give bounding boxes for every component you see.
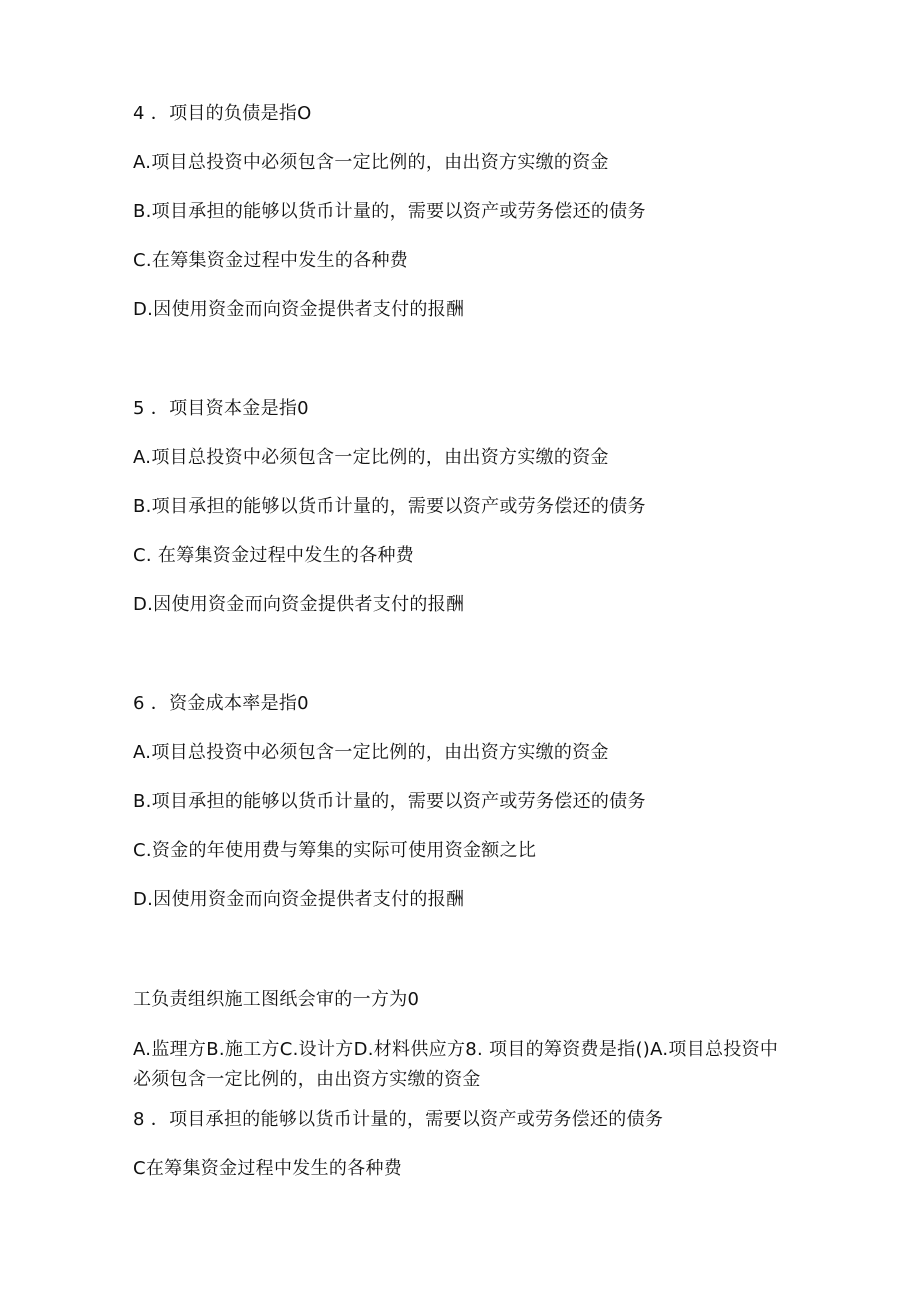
question-5-option-a: A.项目总投资中必须包含一定比例的，由出资方实缴的资金 (133, 447, 609, 468)
question-8-option-b: 8 ．项目承担的能够以货币计量的，需要以资产或劳务偿还的债务 (133, 1109, 664, 1130)
question-4-stem: 4 ．项目的负债是指O (133, 103, 312, 124)
question-6-option-a: A.项目总投资中必须包含一定比例的，由出资方实缴的资金 (133, 742, 609, 763)
question-4-option-b: B.项目承担的能够以货币计量的，需要以资产或劳务偿还的债务 (133, 201, 646, 222)
question-5-option-d: D.因使用资金而向资金提供者支付的报酬 (133, 594, 465, 615)
question-8-option-c: C在筹集资金过程中发生的各种费 (133, 1158, 403, 1179)
question-5-option-c: C. 在筹集资金过程中发生的各种费 (133, 545, 415, 566)
question-4-option-c: C.在筹集资金过程中发生的各种费 (133, 250, 409, 271)
question-7-options-combined: A.监理方B.施工方C.设计方D.材料供应方8. 项目的筹资费是指()A.项目总投资中必须包含一定比例的，由出资方实缴的资金 (133, 1039, 779, 1090)
question-5-option-b: B.项目承担的能够以货币计量的，需要以资产或劳务偿还的债务 (133, 496, 646, 517)
question-7-stem: 工负责组织施工图纸会审的一方为0 (133, 989, 420, 1010)
question-6-stem: 6 ．资金成本率是指0 (133, 693, 309, 714)
question-6-option-b: B.项目承担的能够以货币计量的，需要以资产或劳务偿还的债务 (133, 791, 646, 812)
question-5-stem: 5 ．项目资本金是指0 (133, 398, 309, 419)
question-4-option-a: A.项目总投资中必须包含一定比例的，由出资方实缴的资金 (133, 152, 609, 173)
question-6-option-d: D.因使用资金而向资金提供者支付的报酬 (133, 889, 465, 910)
question-6-option-c: C.资金的年使用费与筹集的实际可使用资金额之比 (133, 840, 537, 861)
question-4-option-d: D.因使用资金而向资金提供者支付的报酬 (133, 299, 465, 320)
